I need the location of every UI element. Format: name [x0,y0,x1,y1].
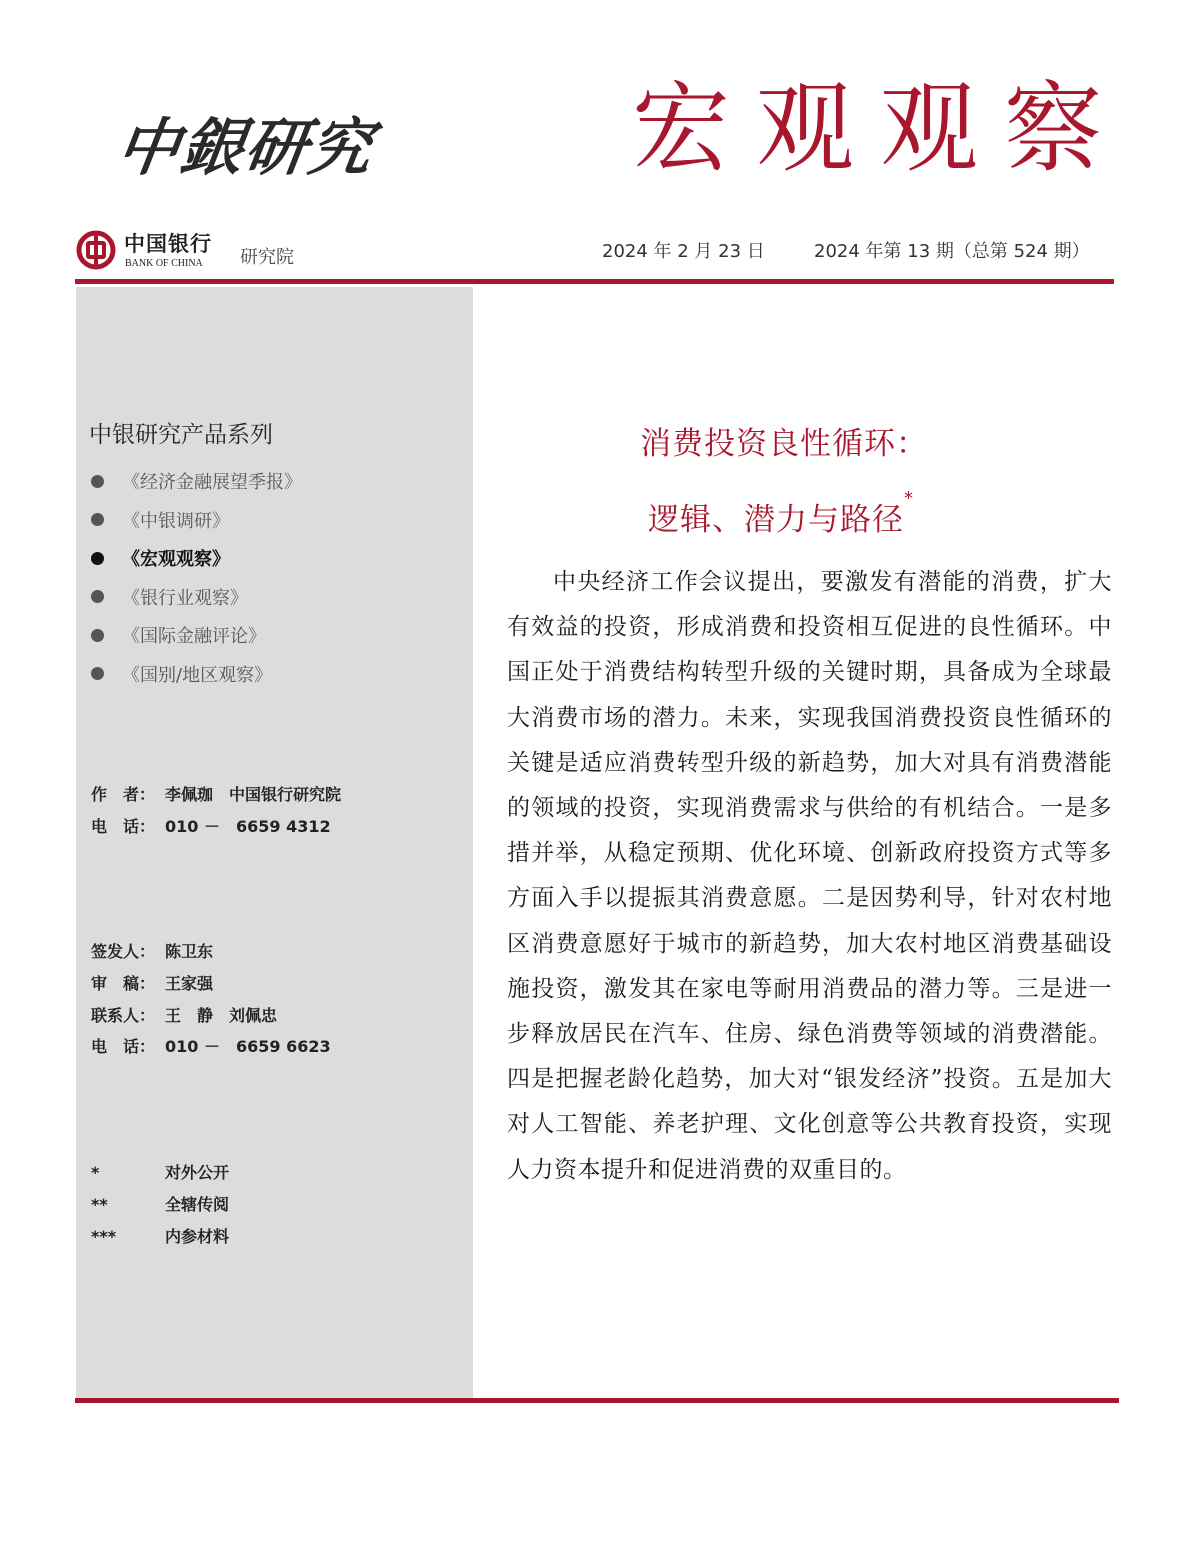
contact-phone-row [91,1034,331,1057]
series-title: 中银研究产品系列 [89,422,273,448]
series-item-label: 《银行业观察》 [122,587,248,609]
header-divider [75,279,1114,284]
series-list [89,462,302,693]
series-item-label: 《经济金融展望季报》 [122,472,302,494]
level-stars: *** [91,1227,117,1246]
author-label: 作 者： [91,785,156,804]
series-item [89,578,302,617]
series-item [89,501,302,540]
issuer-label: 签发人： [91,942,156,961]
series-item-label: 《国际金融评论》 [122,626,266,648]
article-title-line2 [648,488,914,539]
issue-number: 2024 年第 13 期（总第 524 期） [814,241,1090,262]
bank-name-en: BANK OF CHINA [125,258,203,269]
level-text: 全辖传阅 [165,1195,230,1214]
author-phone-row [91,814,331,837]
level-row [91,1160,229,1183]
author-value: 李佩珈 中国银行研究院 [165,785,342,804]
institute-label: 研究院 [240,247,294,268]
bullet-icon [91,590,104,603]
brand-calligraphy-logo: 中銀研究 [112,111,379,184]
contact-value: 王 静 刘佩忠 [165,1006,278,1025]
bank-of-china-logo-icon [76,230,116,270]
phone-value: 010 － 6659 6623 [165,1037,331,1056]
level-row [91,1224,229,1247]
contact-label: 联系人： [91,1006,156,1025]
footer-divider [75,1398,1119,1403]
series-item-label: 《国别/地区观察》 [122,664,273,686]
series-item [89,616,302,655]
article-title-line1: 消费投资良性循环： [640,426,928,462]
bullet-icon [91,513,104,526]
author-row [91,782,341,805]
issuer-value: 陈卫东 [165,942,214,961]
article-abstract: 中央经济工作会议提出，要激发有潜能的消费，扩大有效益的投资，形成消费和投资相互促进的良性循环。中国正处于消费结构转型升级的关键时期，具备成为全球最大消费市场的潜力。未来，实现我国消费投资良性循环的关键是适应消费转型升级的新趋势，加大对具有消费潜能的领域的投资，实现消费需求与供给的有机结合。一是多措并举，从稳定预期、优化环境、创新政府投资方式等多方面入手以提振其消费意愿。二是因势利导，针对农村地区消费意愿好于城市的新趋势，加大农村地区消费基础设施投资，激发其在家电等耐用消费品的潜力等。三是进一步释放居民在汽车、住房、绿色消费等领域的消费潜能。四是把握老龄化趋势，加大对“银发经济”投资。五是加大对人工智能、养老护理、文化创意等公共教育投资，实现人力资本提升和促进消费的双重目的。 [507,569,1112,1183]
bullet-icon [91,629,104,642]
series-item-label: 《宏观观察》 [122,549,230,571]
series-item-label: 《中银调研》 [122,510,230,532]
publication-title: 宏观观察 [632,72,1129,186]
phone-value: 010 － 6659 4312 [165,817,331,836]
level-row [91,1192,229,1215]
reviewer-value: 王家强 [165,974,214,993]
level-text: 对外公开 [165,1163,230,1182]
phone-label: 电 话： [91,1037,156,1056]
bullet-icon [91,475,104,488]
contact-row [91,1003,277,1026]
reviewer-row [91,971,213,994]
footnote-mark: * [904,488,914,509]
bank-name-cn: 中国银行 [124,231,212,256]
series-item [89,462,302,501]
phone-label: 电 话： [91,817,156,836]
publication-date: 2024 年 2 月 23 日 [602,241,765,262]
issuer-row [91,939,213,962]
bullet-icon [91,667,104,680]
series-item-active [89,539,302,578]
article-title-text: 逻辑、潜力与路径 [648,502,904,538]
reviewer-label: 审 稿： [91,974,156,993]
level-stars: * [91,1163,100,1182]
level-stars: ** [91,1195,108,1214]
bullet-icon [91,552,104,565]
series-item [89,655,302,694]
level-text: 内参材料 [165,1227,230,1246]
